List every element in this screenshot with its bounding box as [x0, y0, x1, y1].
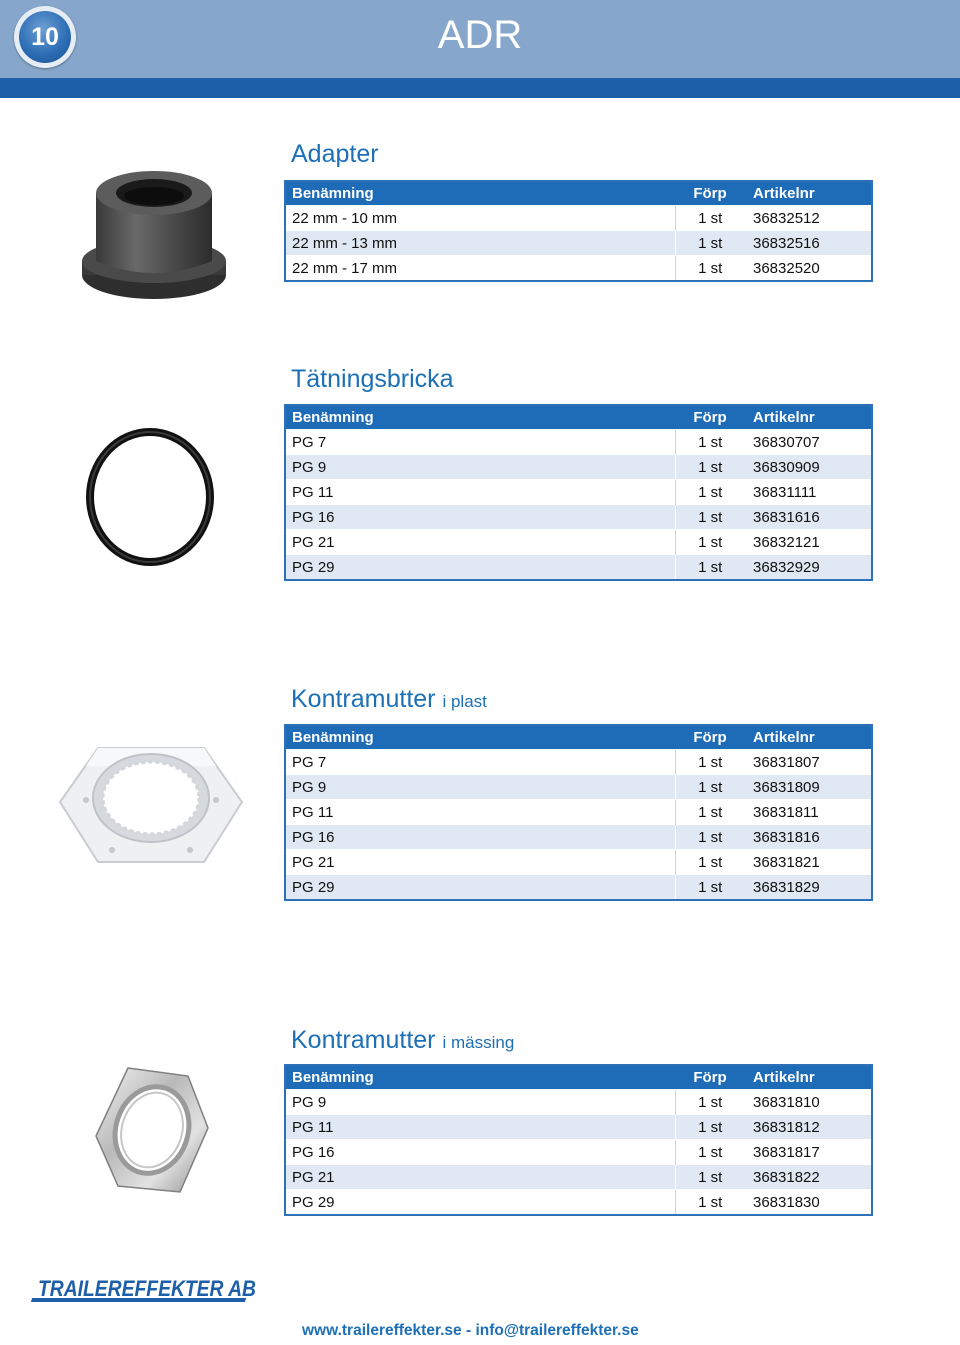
section-title: [291, 139, 379, 169]
cell-pack: 1 st: [675, 875, 745, 901]
column-header-name: Benämning: [285, 725, 675, 750]
table-row: [285, 800, 872, 825]
cell-name: PG 21: [285, 530, 675, 555]
column-header-name: Benämning: [285, 405, 675, 430]
cell-article: 36832520: [745, 256, 872, 282]
cell-pack: 1 st: [675, 430, 745, 455]
product-table: [284, 180, 873, 282]
column-header-pack: Förp: [675, 405, 745, 430]
cell-name: 22 mm - 10 mm: [285, 206, 675, 231]
table-header: [285, 1065, 872, 1090]
table-row: [285, 480, 872, 505]
table-row: [285, 231, 872, 256]
cell-name: PG 7: [285, 750, 675, 775]
table-row: [285, 206, 872, 231]
column-header-article: Artikelnr: [745, 725, 872, 750]
cell-pack: 1 st: [675, 206, 745, 231]
cell-pack: 1 st: [675, 1140, 745, 1165]
cell-name: PG 29: [285, 1190, 675, 1216]
cell-article: 36832516: [745, 231, 872, 256]
section-subtitle: i plast: [442, 692, 487, 711]
cell-pack: 1 st: [675, 850, 745, 875]
section-title-main: Tätningsbricka: [291, 365, 454, 393]
table-row: [285, 256, 872, 282]
cell-article: 36831811: [745, 800, 872, 825]
table-row: [285, 1115, 872, 1140]
cell-pack: 1 st: [675, 800, 745, 825]
plastic-locknut-image: [56, 740, 246, 870]
cell-name: PG 29: [285, 555, 675, 581]
cell-name: PG 9: [285, 455, 675, 480]
company-logo: [36, 1274, 258, 1304]
column-header-pack: Förp: [675, 1065, 745, 1090]
cell-name: PG 21: [285, 1165, 675, 1190]
column-header-article: Artikelnr: [745, 181, 872, 206]
cell-pack: 1 st: [675, 505, 745, 530]
table-row: [285, 875, 872, 901]
column-header-pack: Förp: [675, 725, 745, 750]
adapter-image: [74, 153, 234, 313]
svg-text:TRAILEREFFEKTER AB: TRAILEREFFEKTER AB: [38, 1276, 257, 1301]
cell-name: PG 9: [285, 1090, 675, 1115]
table-row: [285, 1165, 872, 1190]
cell-article: 36831829: [745, 875, 872, 901]
cell-pack: 1 st: [675, 825, 745, 850]
cell-pack: 1 st: [675, 231, 745, 256]
cell-pack: 1 st: [675, 530, 745, 555]
cell-article: 36831616: [745, 505, 872, 530]
cell-pack: 1 st: [675, 1190, 745, 1216]
cell-pack: 1 st: [675, 480, 745, 505]
cell-name: PG 7: [285, 430, 675, 455]
header-stripe: [0, 78, 960, 98]
cell-pack: 1 st: [675, 256, 745, 282]
cell-name: PG 16: [285, 1140, 675, 1165]
table-row: [285, 430, 872, 455]
cell-name: PG 16: [285, 825, 675, 850]
table-row: [285, 825, 872, 850]
section-title: [291, 1025, 514, 1058]
column-header-name: Benämning: [285, 1065, 675, 1090]
cell-article: 36831822: [745, 1165, 872, 1190]
cell-name: PG 29: [285, 875, 675, 901]
table-header: [285, 725, 872, 750]
cell-name: PG 11: [285, 800, 675, 825]
cell-pack: 1 st: [675, 750, 745, 775]
table-row: [285, 455, 872, 480]
section-title-main: Kontramutter: [291, 1026, 436, 1054]
table-row: [285, 530, 872, 555]
cell-pack: 1 st: [675, 1090, 745, 1115]
column-header-article: Artikelnr: [745, 405, 872, 430]
page-header: [0, 0, 960, 78]
page-number: 10: [19, 11, 71, 63]
product-table: [284, 724, 873, 901]
cell-pack: 1 st: [675, 1115, 745, 1140]
cell-name: 22 mm - 17 mm: [285, 256, 675, 282]
page-title: ADR: [437, 13, 523, 57]
cell-article: 36832121: [745, 530, 872, 555]
section-subtitle: i mässing: [442, 1033, 515, 1052]
table-row: [285, 775, 872, 800]
cell-article: 36832929: [745, 555, 872, 581]
table-row: [285, 850, 872, 875]
cell-article: 36831810: [745, 1090, 872, 1115]
section-title: [291, 364, 454, 394]
cell-article: 36831817: [745, 1140, 872, 1165]
cell-pack: 1 st: [675, 1165, 745, 1190]
cell-name: 22 mm - 13 mm: [285, 231, 675, 256]
cell-name: PG 11: [285, 1115, 675, 1140]
cell-name: PG 9: [285, 775, 675, 800]
table-row: [285, 1140, 872, 1165]
brass-locknut-image: [92, 1062, 212, 1202]
table-row: [285, 750, 872, 775]
sealing-ring-image: [80, 422, 220, 572]
section-title-main: Adapter: [291, 140, 379, 168]
column-header-article: Artikelnr: [745, 1065, 872, 1090]
cell-article: 36830909: [745, 455, 872, 480]
table-row: [285, 555, 872, 581]
cell-name: PG 11: [285, 480, 675, 505]
cell-pack: 1 st: [675, 555, 745, 581]
section-title-main: Kontramutter: [291, 685, 436, 713]
cell-article: 36831809: [745, 775, 872, 800]
column-header-name: Benämning: [285, 181, 675, 206]
cell-article: 36831830: [745, 1190, 872, 1216]
column-header-pack: Förp: [675, 181, 745, 206]
table-row: [285, 505, 872, 530]
cell-pack: 1 st: [675, 455, 745, 480]
cell-article: 36831821: [745, 850, 872, 875]
section-title: [291, 684, 487, 717]
cell-article: 36832512: [745, 206, 872, 231]
table-row: [285, 1090, 872, 1115]
cell-article: 36831807: [745, 750, 872, 775]
cell-name: PG 16: [285, 505, 675, 530]
table-header: [285, 405, 872, 430]
product-table: [284, 404, 873, 581]
cell-article: 36831812: [745, 1115, 872, 1140]
table-row: [285, 1190, 872, 1216]
product-table: [284, 1064, 873, 1216]
footer-contact[interactable]: www.trailereffekter.se - info@trailereffekter.se: [302, 1322, 639, 1339]
cell-pack: 1 st: [675, 775, 745, 800]
cell-article: 36830707: [745, 430, 872, 455]
cell-article: 36831111: [745, 480, 872, 505]
table-header: [285, 181, 872, 206]
cell-article: 36831816: [745, 825, 872, 850]
cell-name: PG 21: [285, 850, 675, 875]
